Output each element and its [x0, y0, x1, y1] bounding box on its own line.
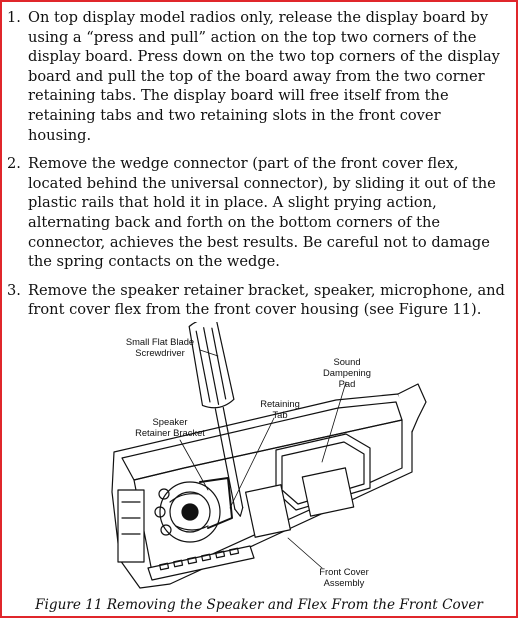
step-2 — [7, 154, 507, 272]
step-3 — [7, 281, 507, 320]
step-text: Remove the speaker retainer bracket, speaker, microphone, and front cover flex from the front cover housing (see Figure 11). — [28, 281, 505, 319]
callout-screwdriver: Small Flat Blade Screwdriver — [125, 336, 195, 358]
front-cover-drawing — [100, 322, 440, 594]
step-number: 3. — [7, 281, 21, 299]
callout-front-cover-assembly: Front Cover Assembly — [319, 566, 369, 588]
step-number: 1. — [7, 9, 21, 26]
step-text: Remove the wedge connector (part of the front cover flex, located behind the universal connector), by sliding it out of the plastic rails that hold it in place. A slight prying action, alternating back and forth on the bottom corners of the connector, achieves the best results. Be careful not to damage the spring contacts on the wedge. — [28, 155, 496, 271]
leader-assembly — [288, 538, 322, 568]
callout-sound-pad: Sound Dampening Pad — [323, 356, 371, 389]
step-number: 2. — [7, 155, 21, 173]
figure-11-illustration — [100, 322, 440, 594]
step-1 — [7, 8, 507, 145]
left-end-cap — [118, 490, 144, 562]
callout-retainer-bracket: Speaker Retainer Bracket — [135, 416, 205, 438]
instruction-steps — [7, 8, 507, 329]
callout-retaining-tab: Retaining Tab — [260, 398, 300, 420]
pocket-2 — [302, 468, 353, 516]
figure-caption: Figure 11 Removing the Speaker and Flex From the Front Cover — [35, 597, 483, 613]
step-text: On top display model radios only, release the display board by using a “press and pull” action on the top two corners of the display board. Press down on the two top corners of the display board and pull the top of the board away from the two corner retaining tabs. The display board will free itself from the retaining tabs and two retaining slots in the front cover housing. — [28, 9, 500, 144]
